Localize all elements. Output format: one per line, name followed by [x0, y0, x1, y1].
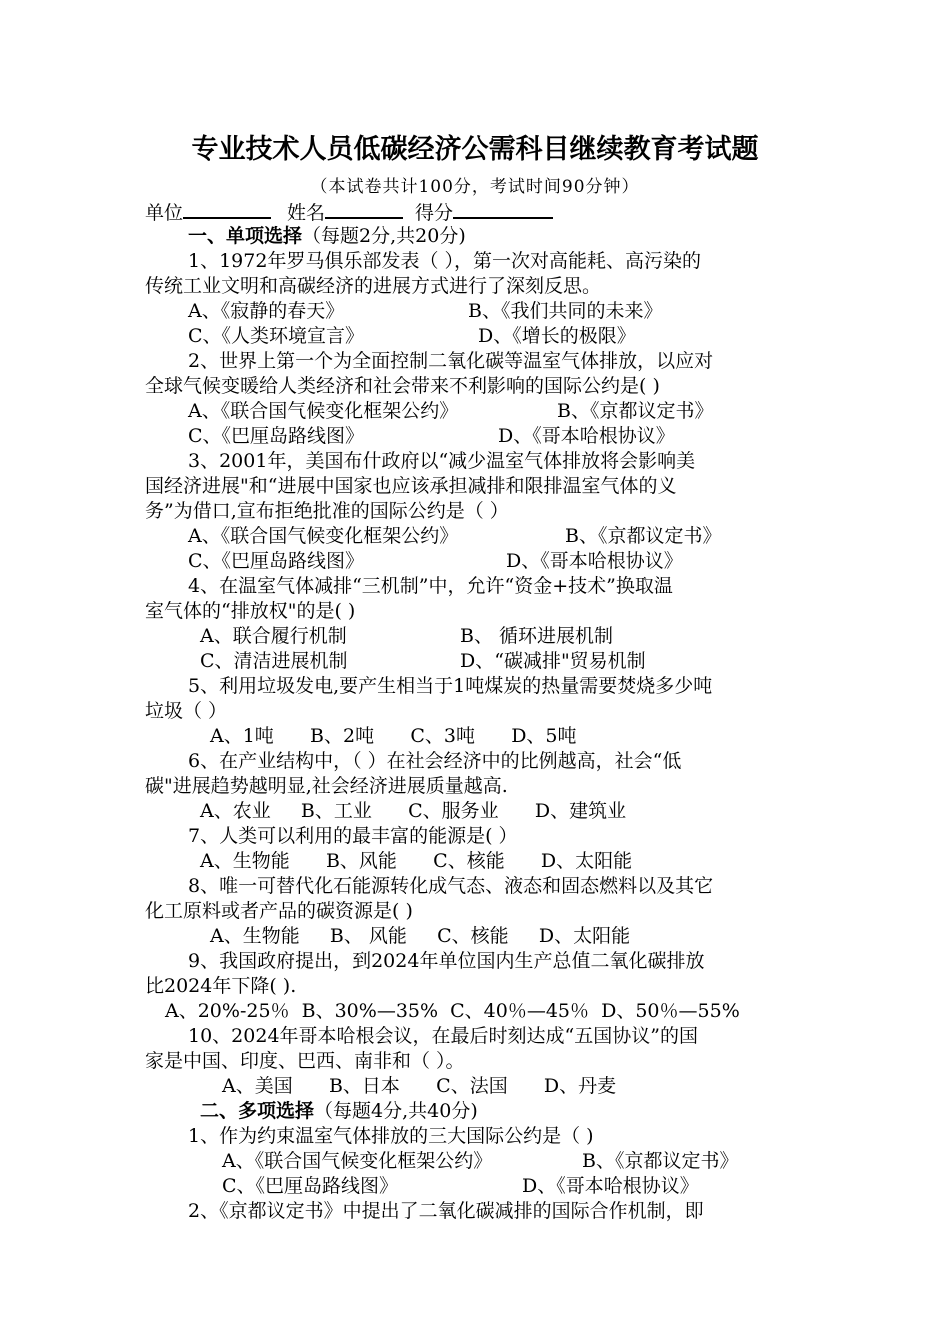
- section1-heading: 一、单项选择: [188, 225, 303, 247]
- q6-stem-2: 碳"进展趋势越明显,社会经济进展质量越高.: [145, 775, 508, 797]
- q8-options: A、生物能 B、 风能 C、核能 D、太阳能: [210, 925, 631, 947]
- q2-option-d: D、《哥本哈根协议》: [498, 425, 675, 447]
- q8-stem-1: 8、唯一可替代化石能源转化成气态、液态和固态燃料以及其它: [188, 875, 714, 897]
- m1-option-a: A、《联合国气候变化框架公约》: [222, 1150, 493, 1172]
- q3-option-b: B、《京都议定书》: [565, 525, 722, 547]
- q2-stem-1: 2、世界上第一个为全面控制二氧化碳等温室气体排放，以应对: [188, 350, 714, 372]
- exam-title: 专业技术人员低碳经济公需科目继续教育考试题: [191, 134, 759, 165]
- q3-option-d: D、《哥本哈根协议》: [506, 550, 683, 572]
- q10-options: A、美国 B、日本 C、法国 D、丹麦: [222, 1075, 617, 1097]
- q4-stem-1: 4、在温室气体减排“三机制”中，允许“资金+技术”换取温: [188, 575, 673, 597]
- section1-header: [188, 224, 858, 249]
- exam-subtitle: （本试卷共计100分，考试时间90分钟）: [310, 177, 640, 197]
- q10-stem-2: 家是中国、印度、巴西、南非和（ ）。: [145, 1050, 465, 1072]
- q6-stem-1: 6、在产业结构中，（ ）在社会经济中的比例越高，社会“低: [188, 750, 682, 772]
- q2-option-c: C、《巴厘岛路线图》: [188, 425, 365, 447]
- q3-stem-2: 国经济进展"和“进展中国家也应该承担减排和限排温室气体的义: [145, 475, 677, 497]
- score-blank: [453, 199, 553, 219]
- section2-note: （每题4分,共40分): [314, 1100, 478, 1122]
- q3-option-c: C、《巴厘岛路线图》: [188, 550, 365, 572]
- q2-option-a: A、《联合国气候变化框架公约》: [188, 400, 459, 422]
- q9-stem-2: 比2024年下降( ).: [145, 975, 297, 997]
- q7-stem-1: 7、人类可以利用的最丰富的能源是( ）: [188, 825, 518, 847]
- name-blank: [325, 199, 403, 219]
- section2-header: [200, 1099, 870, 1124]
- q5-stem-2: 垃圾（ ）: [145, 700, 228, 722]
- q1-option-a: A、《寂静的春天》: [188, 300, 345, 322]
- q3-option-a: A、《联合国气候变化框架公约》: [188, 525, 459, 547]
- m2-stem-1: 2、《京都议定书》中提出了二氧化碳减排的国际合作机制，即: [188, 1200, 704, 1222]
- q2-stem-2: 全球气候变暖给人类经济和社会带来不利影响的国际公约是( ): [145, 375, 660, 397]
- q1-option-c: C、《人类环境宣言》: [188, 325, 365, 347]
- q1-stem-2: 传统工业文明和高碳经济的进展方式进行了深刻反思。: [145, 275, 602, 297]
- q1-option-d: D、《增长的极限》: [478, 325, 636, 347]
- q8-stem-2: 化工原料或者产品的碳资源是( ): [145, 900, 413, 922]
- score-label: 得分: [415, 202, 454, 224]
- section1-note: （每题2分,共20分): [302, 225, 466, 247]
- unit-blank: [183, 199, 271, 219]
- name-label: 姓名: [287, 202, 326, 224]
- m1-option-b: B、《京都议定书》: [582, 1150, 739, 1172]
- q4-stem-2: 室气体的“排放权"的是( ): [145, 600, 356, 622]
- q1-stem-1: 1、1972年罗马俱乐部发表（ ），第一次对高能耗、高污染的: [188, 250, 701, 272]
- section2-heading: 二、多项选择: [200, 1100, 315, 1122]
- q6-options: A、农业 B、工业 C、服务业 D、建筑业: [200, 800, 627, 822]
- q1-option-b: B、《我们共同的未来》: [468, 300, 663, 322]
- q3-stem-3: 务”为借口,宣布拒绝批准的国际公约是（ ）: [145, 500, 509, 522]
- m1-stem-1: 1、作为约束温室气体排放的三大国际公约是（ ): [188, 1125, 594, 1147]
- q3-stem-1: 3、2001年，美国布什政府以“减少温室气体排放将会影响美: [188, 450, 696, 472]
- q9-stem-1: 9、我国政府提出，到2024年单位国内生产总值二氧化碳排放: [188, 950, 705, 972]
- q7-options: A、生物能 B、风能 C、核能 D、太阳能: [200, 850, 633, 872]
- m1-option-d: D、《哥本哈根协议》: [522, 1175, 699, 1197]
- q9-options: A、20%-25％ B、30%—35% C、40％—45％ D、50％—55%: [165, 1000, 740, 1022]
- m1-option-c: C、《巴厘岛路线图》: [222, 1175, 399, 1197]
- q2-option-b: B、《京都议定书》: [557, 400, 714, 422]
- info-line: [145, 199, 815, 226]
- q4-option-c: C、清洁进展机制: [200, 650, 348, 672]
- q5-options: A、1吨 B、2吨 C、3吨 D、5吨: [210, 725, 577, 747]
- q4-option-b: B、 循环进展机制: [460, 625, 614, 647]
- q4-option-d: D、“碳减排"贸易机制: [460, 650, 646, 672]
- q5-stem-1: 5、利用垃圾发电,要产生相当于1吨煤炭的热量需要焚烧多少吨: [188, 675, 713, 697]
- q10-stem-1: 10、2024年哥本哈根会议，在最后时刻达成“五国协议”的国: [188, 1025, 698, 1047]
- unit-label: 单位: [145, 202, 184, 224]
- q4-option-a: A、联合履行机制: [200, 625, 347, 647]
